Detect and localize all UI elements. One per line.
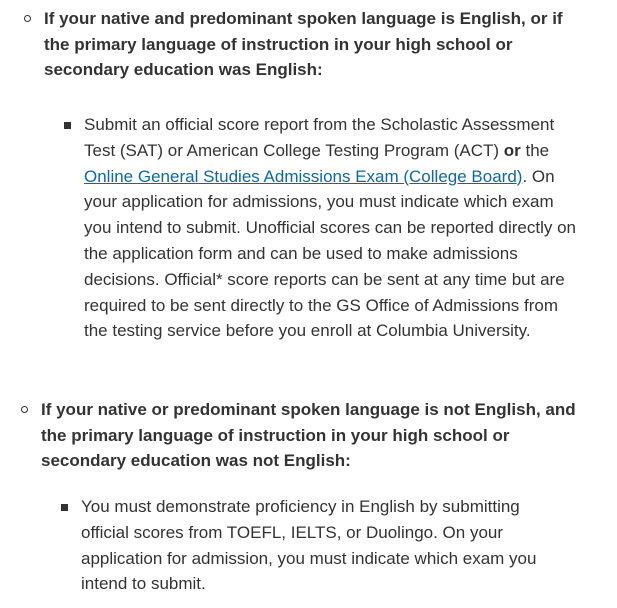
section-heading: If your native and predominant spoken language is English, or if the primary language of instruction in your high school or secondary education was English: — [44, 9, 563, 80]
bold-or: or — [503, 140, 521, 160]
item-text-part: . On your application for admissions, you must indicate which exam you intend to submit. Unofficial scores can be reported directly on the application form and can be used to make admissions decisions. Official* score reports can be sent at any time but are required to be sent directly to the GS Office of Admissions from the testing service before you enroll at Columbia University. — [84, 166, 577, 341]
circle-bullet-icon — [21, 406, 28, 413]
list-item-text: You must demonstrate proficiency in English by submitting official scores from TOEFL, IELTS, or Duolingo. On your application for admission, you must indicate which exam you intend to submit. — [81, 497, 537, 594]
square-bullet-icon — [61, 504, 68, 511]
item-text-part: Submit an official score report from the Scholastic Assessment Test (SAT) or American College Testing Program (ACT) — [84, 115, 555, 160]
section-heading: If your native or predominant spoken language is not English, and the primary language of instruction in your high school or secondary education was not English: — [41, 400, 576, 471]
circle-bullet-icon — [24, 15, 31, 22]
college-board-link[interactable]: Online General Studies Admissions Exam (College Board) — [84, 166, 523, 186]
list-item-text — [84, 112, 584, 344]
square-bullet-icon — [64, 122, 71, 129]
item-text-part: the — [520, 140, 550, 160]
